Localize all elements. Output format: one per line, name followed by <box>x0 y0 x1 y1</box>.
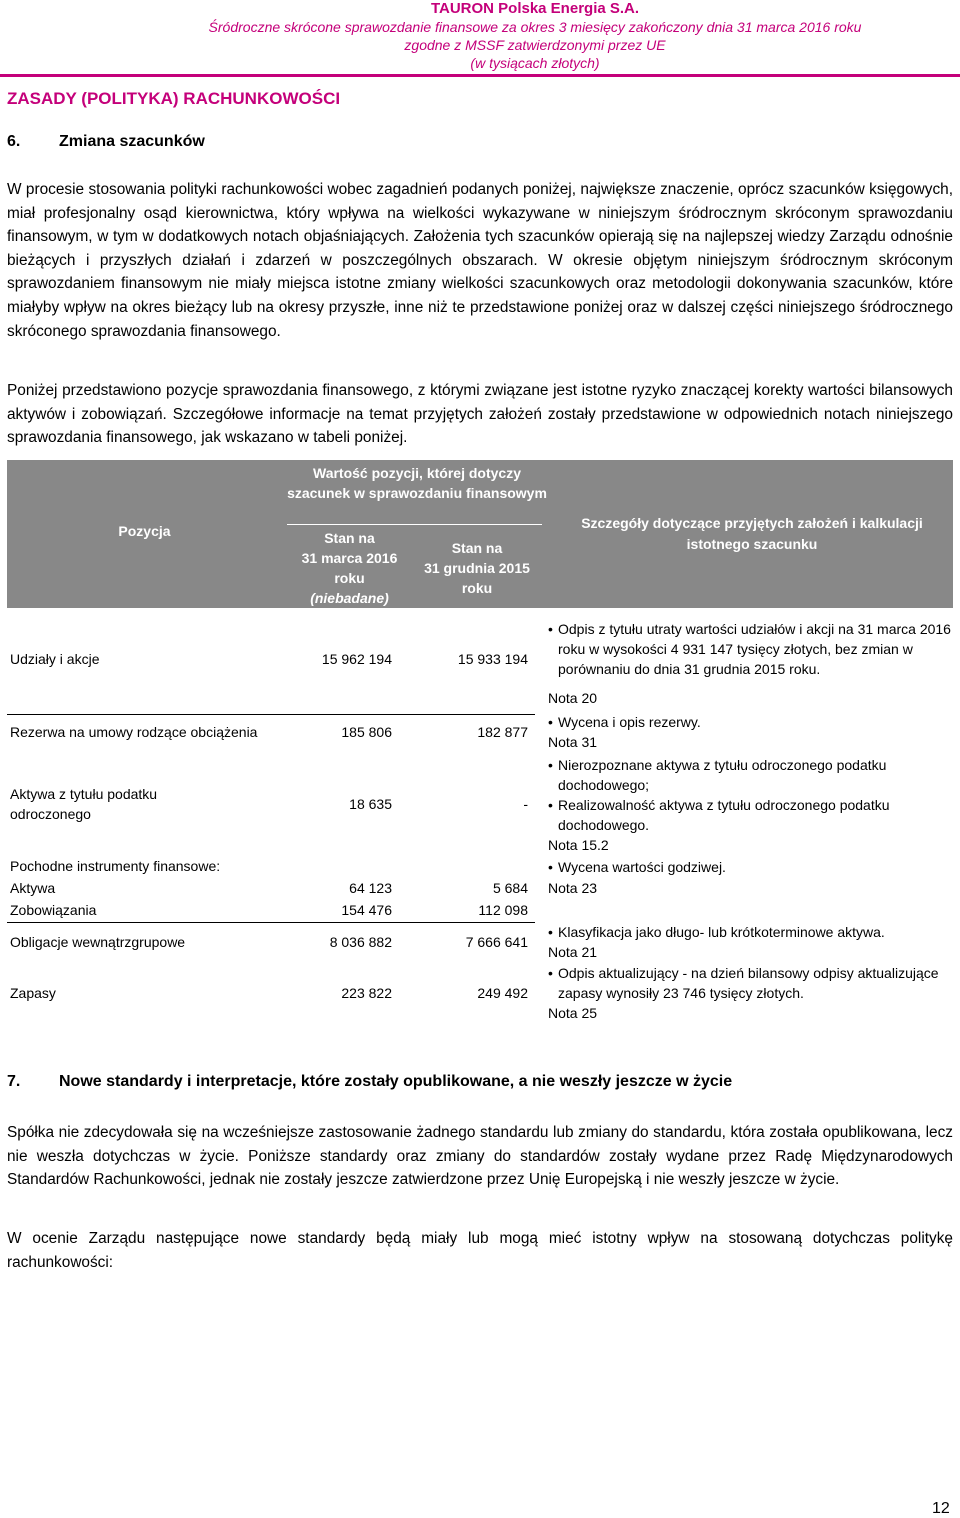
row-label-pochodne-zobowiazania: Zobowiązania <box>10 902 97 918</box>
table-header <box>7 460 953 608</box>
row-label-obligacje: Obligacje wewnątrzgrupowe <box>10 934 186 950</box>
row-divider <box>7 922 535 923</box>
section-7-paragraph-1: Spółka nie zdecydowała się na wcześniejsze zastosowanie żadnego standardu lub zmiany do standardu, która została opublikowana, lecz nie weszła dotychczas w życie. Poniższe standardy oraz zmiany do standardów zostały wydane przez Radę Międzynarodowych Standardów Rachunkowości, jednak nie zostały jeszcze zatwierdzone przez Unię Europejską i nie weszły jeszcze w życie. <box>7 1124 953 1189</box>
row-label-aktywa-podatek: Aktywa z tytułu podatku odroczonego <box>10 786 158 822</box>
detail-note: Nota 21 <box>548 944 598 960</box>
detail-bullet: • Odpis z tytułu utraty wartości udziałów i akcji na 31 marca 2016 roku w wysokości 4 931 147 tysięcy złotych, bez zmian w porównaniu do dnia 31 grudnia 2015 roku. <box>548 619 958 679</box>
col-header-details: Szczegóły dotyczące przyjętych założeń i kalkulacji istotnego szacunku <box>581 515 923 552</box>
row-label-pochodne-aktywa: Aktywa <box>10 880 56 896</box>
section-6-paragraph-1: W procesie stosowania polityki rachunkowości wobec zagadnień podanych poniżej, największe znaczenie, oprócz szacunków księgowych, miał profesjonalny osąd kierownictwa, który wpływa na wielkości wykazywane w niniejszym śródrocznym skróconym sprawozdaniu finansowym, w tym w dodatkowych notach objaśniających. Założenia tych szacunków opierają się na najlepszej wiedzy Zarządu odnośnie bieżących i przyszłych działań i zdarzeń w poszczególnych obszarach. W okresie objętym niniejszym śródrocznym skróconym sprawozdaniem finansowym nie miały miejsca istotne zmiany wielkości szacunkowych oraz metodologii dokonywania szacunków, które miałyby wpływ na okres bieżący lub na okresy przyszłe, inne niż te przedstawione poniżej oraz w dalszej części niniejszego śródrocznego skróconego sprawozdania finansowego. <box>7 181 953 340</box>
report-standard: zgodne z MSSF zatwierdzonymi przez UE <box>404 37 666 53</box>
page-number: 12 <box>932 1500 950 1517</box>
row-value-2016-obligacje: 8 036 882 <box>329 934 392 950</box>
row-value-2015-obligacje: 7 666 641 <box>465 934 528 950</box>
row-divider <box>7 714 535 715</box>
detail-note: Nota 15.2 <box>548 837 609 853</box>
row-value-2015-pochodne-aktywa: 5 684 <box>492 880 528 896</box>
row-value-2016-rezerwa: 185 806 <box>341 724 392 740</box>
report-units: (w tysiącach złotych) <box>470 55 600 71</box>
col2-line-c: roku <box>461 580 493 596</box>
row-value-2016-zapasy: 223 822 <box>341 985 392 1001</box>
row-details-rezerwa <box>548 712 958 752</box>
row-value-2015-pochodne-zobowiazania: 112 098 <box>478 902 528 918</box>
row-value-2015-rezerwa: 182 877 <box>477 724 528 740</box>
detail-note: Nota 23 <box>548 880 598 896</box>
detail-bullet: • Klasyfikacja jako długo- lub krótkoterminowe aktywa. <box>548 922 958 942</box>
detail-note: Nota 25 <box>548 1005 598 1021</box>
company-name: TAURON Polska Energia S.A. <box>430 0 640 17</box>
detail-bullet-2: • Realizowalność aktywa z tytułu odroczonego podatku dochodowego. <box>548 795 958 835</box>
section-title: ZASADY (POLITYKA) RACHUNKOWOŚCI <box>7 89 341 108</box>
row-label-udzialy: Udziały i akcje <box>10 651 100 667</box>
detail-bullet: • Odpis aktualizujący - na dzień bilansowy odpisy aktualizujące zapasy wynosiły 23 746 tysięcy złotych. <box>548 963 958 1003</box>
section-6-title: Zmiana szacunków <box>59 133 205 150</box>
row-value-2016-pochodne-aktywa: 64 123 <box>349 880 392 896</box>
row-value-2016-udzialy: 15 962 194 <box>321 651 392 667</box>
col1-line-b: 31 marca 2016 <box>301 550 398 566</box>
col-header-march-2016 <box>287 528 412 608</box>
row-details-pochodne <box>548 857 958 898</box>
row-value-2015-udzialy: 15 933 194 <box>457 651 528 667</box>
row-details-zapasy <box>548 963 958 1023</box>
section-6-number: 6. <box>7 133 21 150</box>
col2-line-a: Stan na <box>451 540 503 556</box>
section-6-paragraph-2: Poniżej przedstawiono pozycje sprawozdania finansowego, z którymi związane jest istotne ryzyko znaczącej korekty wartości bilansowych aktywów i zobowiązań. Szczegółowe informacje na temat przyjętych założeń zostały przedstawione w odpowiednich notach niniejszego sprawozdania finansowego, jak wskazano w tabeli poniżej. <box>7 382 953 447</box>
detail-note: Nota 31 <box>548 734 598 750</box>
col-header-divider <box>287 524 542 525</box>
row-details-aktywa-podatek <box>548 755 958 855</box>
col2-line-b: 31 grudnia 2015 <box>424 560 530 576</box>
row-value-2016-aktywa-podatek: 18 635 <box>349 796 392 812</box>
section-7-title: Nowe standardy i interpretacje, które zostały opublikowane, a nie weszły jeszcze w życie <box>59 1073 733 1090</box>
col-header-december-2015 <box>412 538 542 598</box>
header-divider <box>0 74 960 77</box>
section-7-heading <box>7 1073 732 1091</box>
section-7-paragraph-2: W ocenie Zarządu następujące nowe standardy będą miały lub mogą mieć istotny wpływ na stosowaną dotychczas politykę rachunkowości: <box>7 1230 953 1271</box>
row-value-2016-pochodne-zobowiazania: 154 476 <box>341 902 392 918</box>
section-7-number: 7. <box>7 1073 21 1090</box>
detail-bullet-1: • Nierozpoznane aktywa z tytułu odroczonego podatku dochodowego; <box>548 755 958 795</box>
row-details-udzialy <box>548 619 958 708</box>
section-6-heading <box>7 133 205 151</box>
row-details-obligacje <box>548 922 958 962</box>
row-label-rezerwa: Rezerwa na umowy rodzące obciążenia <box>10 724 258 740</box>
detail-bullet: • Wycena i opis rezerwy. <box>548 712 958 732</box>
detail-note: Nota 20 <box>548 690 598 706</box>
report-title: Śródroczne skrócone sprawozdanie finansowe za okres 3 miesięcy zakończony dnia 31 marca 2016 roku <box>208 19 862 35</box>
col-header-value-group: Wartość pozycji, której dotyczy szacunek w sprawozdaniu finansowym <box>287 465 547 501</box>
report-header <box>110 0 960 72</box>
row-label-pochodne: Pochodne instrumenty finansowe: <box>10 858 221 874</box>
col1-line-d: (niebadane) <box>310 590 389 606</box>
detail-bullet: • Wycena wartości godziwej. <box>548 857 958 877</box>
row-value-2015-aktywa-podatek: - <box>523 796 528 812</box>
col-header-position: Pozycja <box>118 523 171 539</box>
row-label-zapasy: Zapasy <box>10 985 56 1001</box>
col1-line-c: roku <box>334 570 365 586</box>
col1-line-a: Stan na <box>324 530 375 546</box>
row-value-2015-zapasy: 249 492 <box>477 985 528 1001</box>
